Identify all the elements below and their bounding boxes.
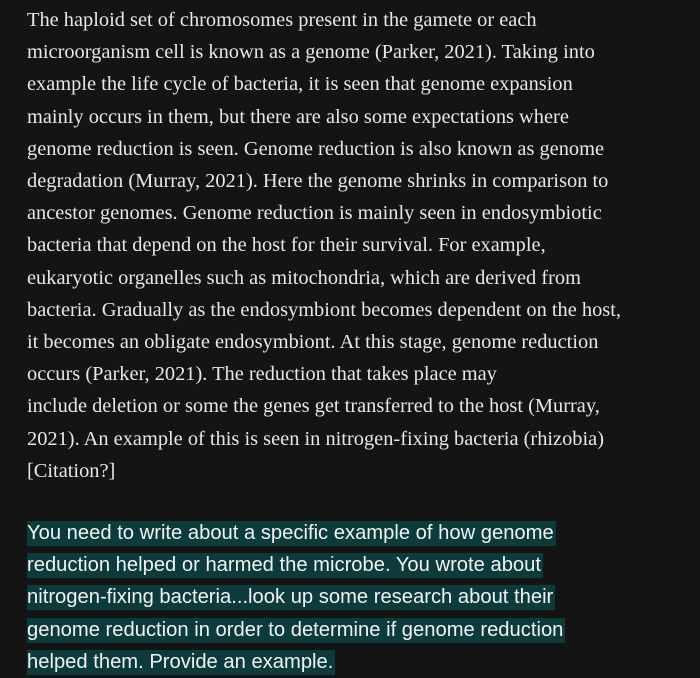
- comment-line: [27, 646, 687, 678]
- comment-line: [27, 549, 687, 581]
- paragraph-line: it becomes an obligate endosymbiont. At this stage, genome reduction: [27, 331, 599, 354]
- instructor-comment: [27, 517, 687, 678]
- paragraph-line: bacteria. Gradually as the endosymbiont becomes dependent on the host,: [27, 298, 621, 321]
- comment-line: [27, 581, 687, 613]
- comment-highlight: reduction helped or harmed the microbe. You wrote about: [27, 554, 541, 577]
- comment-line: [27, 614, 687, 646]
- paragraph-line: genome reduction is seen. Genome reduction is also known as genome: [27, 137, 605, 160]
- paragraph-line: bacteria that depend on the host for their survival. For example,: [27, 234, 546, 257]
- paragraph-line: ancestor genomes. Genome reduction is mainly seen in endosymbiotic: [27, 202, 602, 225]
- comment-highlight: nitrogen-fixing bacteria...look up some research about their: [27, 586, 554, 609]
- comment-highlight: You need to write about a specific example of how genome: [27, 522, 554, 544]
- paragraph-line: microorganism cell is known as a genome (Parker, 2021). Taking into: [27, 41, 595, 64]
- comment-line: [27, 517, 687, 549]
- paragraph-line: 2021). An example of this is seen in nitrogen-fixing bacteria (rhizobia): [27, 427, 605, 450]
- paragraph-line: include deletion or some the genes get transferred to the host (Murray,: [27, 395, 600, 418]
- paragraph-line: occurs (Parker, 2021). The reduction that takes place may: [27, 363, 497, 386]
- paragraph-line: mainly occurs in them, but there are also some expectations where: [27, 105, 569, 128]
- body-paragraph: [27, 4, 687, 487]
- paragraph-line: eukaryotic organelles such as mitochondria, which are derived from: [27, 266, 581, 289]
- paragraph-line: The haploid set of chromosomes present in the gamete or each: [27, 9, 537, 31]
- paragraph-line: example the life cycle of bacteria, it is seen that genome expansion: [27, 73, 573, 96]
- paragraph-line: [Citation?]: [27, 459, 116, 482]
- paragraph-line: degradation (Murray, 2021). Here the genome shrinks in comparison to: [27, 170, 609, 193]
- comment-highlight: genome reduction in order to determine if genome reduction: [27, 618, 564, 641]
- comment-highlight: helped them. Provide an example.: [27, 650, 334, 673]
